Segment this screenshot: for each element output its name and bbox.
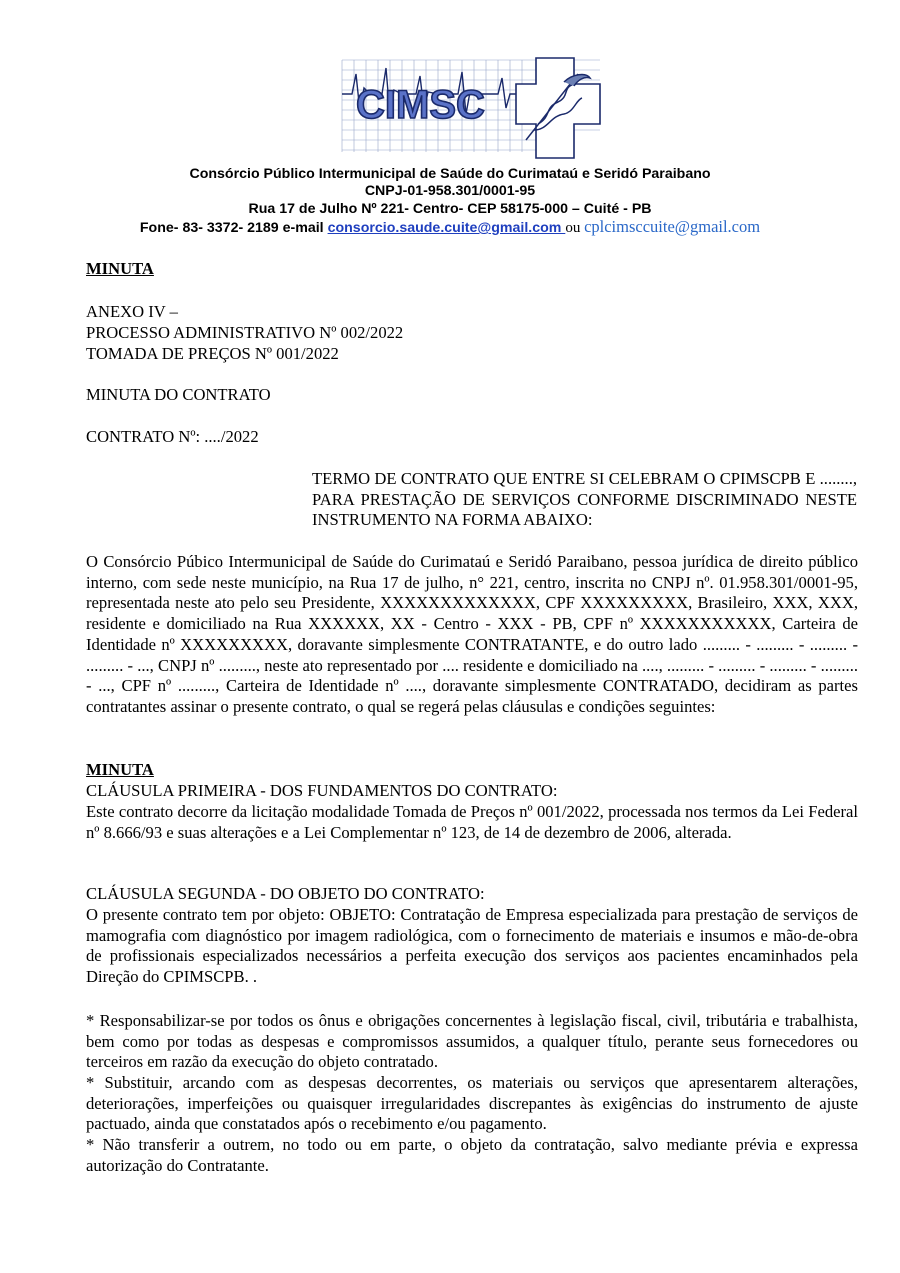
- contrato-number: CONTRATO Nº: ..../2022: [86, 427, 259, 446]
- clausula-segunda-title: CLÁUSULA SEGUNDA - DO OBJETO DO CONTRATO:: [86, 884, 485, 903]
- anexo-line: ANEXO IV –: [86, 302, 178, 321]
- email-link-consorcio[interactable]: consorcio.saude.cuite@gmail.com: [327, 220, 566, 236]
- clausula-primeira-text: Este contrato decorre da licitação modalidade Tomada de Preços nº 001/2022, processada nos termos da Lei Federal nº 8.666/93 e suas alterações e a Lei Complementar nº 123, de 14 de dezembro de 2006, alterada.: [86, 802, 858, 842]
- org-contact: [0, 218, 900, 237]
- email-link-cpl[interactable]: cplcimsccuite@gmail.com: [584, 217, 761, 236]
- or-text: ou: [565, 220, 585, 236]
- phone-text: Fone- 83- 3372- 2189 e-mail: [139, 220, 328, 236]
- clausula-segunda-text: O presente contrato tem por objeto: OBJETO: Contratação de Empresa especializada para prestação de serviços de mamografia com diagnóstico por imagem radiológica, com o fornecimento de materiais e insumos e mão-de-obra de profissionais especializados necessários a perfeita execução dos serviços aos pacientes encaminhados pela Direção do CPIMSCPB. .: [86, 905, 858, 987]
- org-cnpj: CNPJ-01-958.301/0001-95: [364, 183, 536, 199]
- tomada-line: TOMADA DE PREÇOS Nº 001/2022: [86, 344, 339, 363]
- minuta-heading-2: MINUTA: [86, 760, 154, 779]
- org-name: Consórcio Público Intermunicipal de Saúde do Curimataú e Seridó Paraibano: [189, 166, 711, 182]
- termo-paragraph: TERMO DE CONTRATO QUE ENTRE SI CELEBRAM O CPIMSCPB E ........, PARA PRESTAÇÃO DE SERVIÇOS CONFORME DISCRIMINADO NESTE INSTRUMENTO NA FORMA ABAIXO:: [312, 469, 857, 530]
- obligation-item-2: * Substituir, arcando com as despesas decorrentes, os materiais ou serviços que apresentarem alterações, deteriorações, imperfeições ou quaisquer irregularidades discrepantes às exigências do instrumento de ajuste pactuado, ainda que constatados após o recebimento e/ou pagamento.: [86, 1073, 858, 1134]
- obligation-item-3: * Não transferir a outrem, no todo ou em parte, o objeto da contratação, salvo mediante prévia e expressa autorização do Contratante.: [86, 1135, 858, 1175]
- clausula-primeira-title: CLÁUSULA PRIMEIRA - DOS FUNDAMENTOS DO CONTRATO:: [86, 781, 558, 800]
- org-address: Rua 17 de Julho Nº 221- Centro- CEP 58175-000 – Cuité - PB: [248, 201, 652, 217]
- minuta-contrato-line: MINUTA DO CONTRATO: [86, 385, 271, 404]
- preamble-paragraph: O Consórcio Púbico Intermunicipal de Saúde do Curimataú e Seridó Paraibano, pessoa jurídica de direito público interno, com sede neste município, na Rua 17 de julho, n° 221, centro, inscrita no CNPJ nº. 01.958.301/0001-95, representada neste ato pelo seu Presidente, XXXXXXXXXXXXX, CPF XXXXXXXXX, Brasileiro, XXX, XXX, residente e domiciliado na Rua XXXXXX, XX - Centro - XXX - PB, CPF nº XXXXXXXXXXX, Carteira de Identidade nº XXXXXXXXX, doravante simplesmente CONTRATANTE, e do outro lado ......... - ......... - ......... - ......... - ..., CNPJ nº ........., neste ato representado por .... residente e domiciliado na ...., ......... - ......... - ......... - ......... - ..., CPF nº ........., Carteira de Identidade nº ...., doravante simplesmente CONTRATADO, decidiram as partes contratantes assinar o presente contrato, o qual se regerá pelas cláusulas e condições seguintes:: [86, 552, 858, 716]
- processo-line: PROCESSO ADMINISTRATIVO Nº 002/2022: [86, 323, 404, 342]
- obligation-item-1: * Responsabilizar-se por todos os ônus e obrigações concernentes à legislação fiscal, civil, tributária e trabalhista, bem como por todas as despesas e compromissos assumidos, a qualquer título, perante seus fornecedores ou terceiros em razão da execução do objeto contratado.: [86, 1011, 858, 1072]
- minuta-title: MINUTA: [86, 259, 154, 278]
- cimsc-logo: [338, 54, 610, 164]
- svg-text:CIMSC: CIMSC: [356, 83, 485, 127]
